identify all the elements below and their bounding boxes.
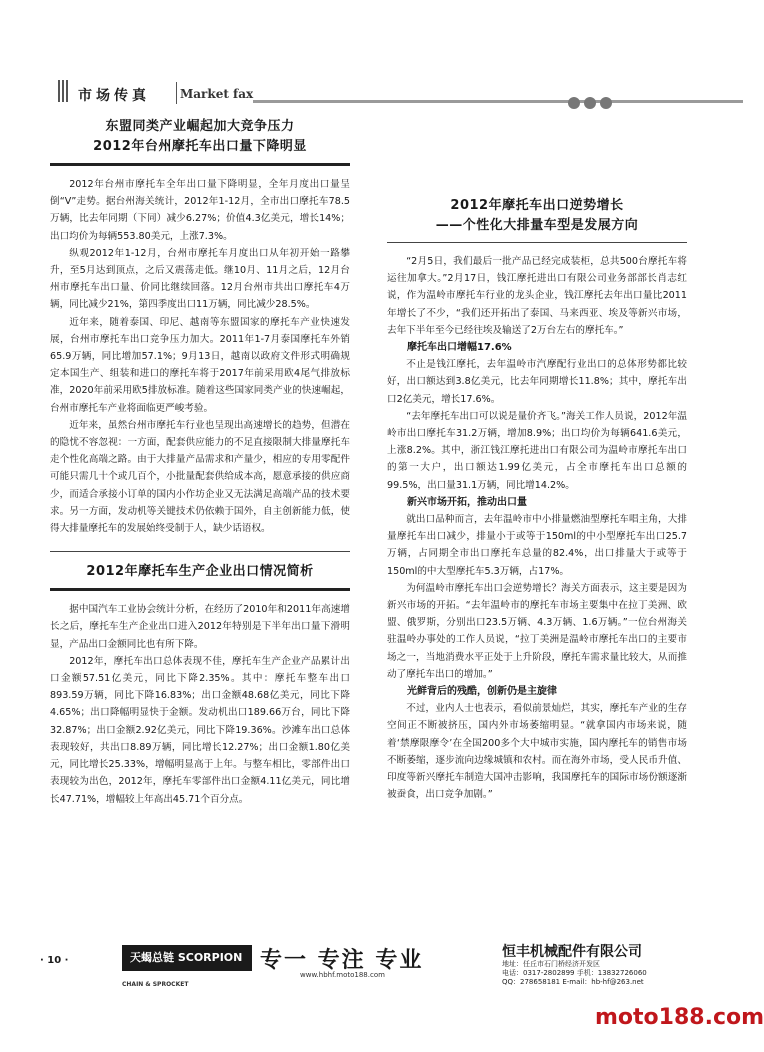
- article3-subheading: 光鲜背后的残酷，创新仍是主旋律: [407, 686, 557, 698]
- article3-paragraph: 不止是钱江摩托，去年温岭市汽摩配行业出口的总体形势都比较好，出口额达到3.8亿美元，比去年同期增长11.8%；其中，摩托车出口2亿美元，增长17.6%。: [387, 359, 687, 405]
- brand-name: 天蝎总链 SCORPION: [130, 951, 243, 964]
- article3-paragraph: 就出口品种而言，去年温岭市中小排量燃油型摩托车唱主角，大排量摩托车出口减少，排量小于或等于150ml的中小型摩托车出口25.7万辆，占同期全市出口摩托车总量的82.4%，出口排量大于或等于150ml的中大型摩托车5.3万辆，占17%。: [387, 514, 687, 577]
- company-phone: 电话：0317-2802899 手机：13832726060: [502, 969, 647, 977]
- company-contact: [502, 960, 647, 987]
- section-title-en: Market fax: [180, 87, 254, 101]
- article3-paragraph: “2月5日，我们最后一批产品已经完成装柜，总共500台摩托车将运往加拿大。”2月17日，钱江摩托进出口有限公司业务部部长肖志红说，作为温岭市摩托车行业的龙头企业，钱江摩托去年出口量比2011年增长了不少，“我们还开拓出了泰国、马来西亚、埃及等新兴市场，去年下半年至今已经往埃及输送了2万台左右的摩托车。”: [387, 256, 687, 336]
- article1-paragraph: 近年来，随着泰国、印尼、越南等东盟国家的摩托车产业快速发展，台州市摩托车出口竞争压力加大。2011年1-7月泰国摩托车外销65.9万辆，同比增加57.1%；9月13日，越南以政府文件形式明确规定本国生产、组装和进口的摩托车将于2017年前采用欧4尾气排放标准，2020年前采用欧5排放标准。随着这些国家同类产业的快速崛起，台州市摩托车产业将面临更严峻考验。: [50, 316, 350, 414]
- footer-ad: [40, 941, 700, 988]
- page-number: · 10 ·: [40, 955, 69, 966]
- article3-paragraph: “去年摩托车出口可以说是量价齐飞。”海关工作人员说，2012年温岭市出口摩托车31.2万辆，增加8.9%；出口均价为每辆641.6美元，上涨8.2%。其中，浙江钱江摩托进出口有限公司为温岭市摩托车出口的第一大户，出口额达1.99亿美元，占全市摩托车出口总额的99.5%，出口量31.1万辆，同比增14.2%。: [387, 410, 687, 491]
- article3-title-line1: 2012年摩托车出口逆势增长: [450, 198, 624, 213]
- article3-subheading: 摩托车出口增幅17.6%: [407, 342, 512, 354]
- article3-subheading: 新兴市场开拓，推动出口量: [407, 496, 527, 508]
- brand-subtitle: CHAIN & SPROCKET: [122, 981, 189, 988]
- ad-slogan: 专一 专注 专业: [260, 948, 424, 973]
- article2: [50, 551, 350, 807]
- header-rule: [253, 100, 743, 103]
- article1-title-rule: [50, 163, 350, 166]
- article3: [387, 196, 687, 804]
- article3-title-rule: [387, 242, 687, 243]
- article1-title-line2: 2012年台州摩托车出口量下降明显: [93, 139, 307, 154]
- article3-title-line2: ——个性化大排量车型是发展方向: [435, 218, 639, 233]
- article1-paragraph: 2012年台州市摩托车全年出口量下降明显，全年月度出口量呈倒“V”走势。据台州海关统计，2012年1-12月，全市出口摩托车78.5万辆，比去年同期（下同）减少6.27%；价值4.3亿美元，增长14%；出口均价为每辆553.80美元，上涨7.3%。: [50, 179, 350, 242]
- article2-top-rule: [50, 551, 350, 552]
- company-qq-email: QQ：278658181 E-mail：hb-hf@263.net: [502, 978, 644, 986]
- article1-paragraph: 近年来，虽然台州市摩托车行业也呈现出高速增长的趋势，但潜在的隐忧不容忽视：一方面，配套供应能力的不足直接限制大排量摩托车走个性化高端之路。由于大排量产品需求和产量少，相应的专用零配件可能只需几十个或几百个，小批量配套供给成本高，愿意承接的供应商少，而适合承接小订单的国内小作坊企业又无法满足高端产品的技术要求。另一方面，发动机等关键技术仍依赖于国外，自主创新能力低，使得大排量摩托车的发展始终受制于人，缺少话语权。: [50, 419, 350, 535]
- right-column: [387, 196, 687, 804]
- header-separator: [176, 82, 177, 104]
- header-bars-decoration: [58, 80, 70, 106]
- article3-paragraph: 为何温岭市摩托车出口会逆势增长？海关方面表示，这主要是因为新兴市场的开拓。“去年温岭市的摩托车市场主要集中在拉丁美洲、欧盟、俄罗斯，分别出口23.5万辆、4.3万辆、1.6万辆。”一位台州海关驻温岭办事处的工作人员说，“拉丁美洲是温岭市摩托车出口的主要市场之一，当地消费水平正处于上升阶段，摩托车需求量比较大，从而推动了摩托车出口的增加。”: [387, 582, 687, 680]
- article3-paragraph: 不过，业内人士也表示，看似前景灿烂，其实，摩托车产业的生存空间正不断被挤压，国内外市场萎缩明显。“就拿国内市场来说，随着‘禁摩限摩令’在全国200多个大中城市实施，国内摩托车的销售市场不断萎缩，逐步流向边缘城镇和农村。而在海外市场，受人民币升值、印度等新兴摩托车制造大国冲击影响，我国摩托车的国际市场份额逐渐被蚕食，出口竞争加剧。”: [387, 703, 687, 801]
- brand-logo: [122, 945, 252, 988]
- left-column: [50, 117, 350, 808]
- article1: [50, 117, 350, 537]
- article1-paragraph: 纵观2012年1-12月，台州市摩托车月度出口从年初开始一路攀升，至5月达到顶点，之后又震荡走低。继10月、11月之后，12月台州市摩托车出口量、价同比继续回落。12月台州市共出口摩托车4万辆，同比减少21%，第四季度出口11万辆，同比减少28.5%。: [50, 247, 350, 311]
- header-dots-decoration: [568, 94, 616, 113]
- article2-title: 2012年摩托车生产企业出口情况简析: [86, 564, 314, 580]
- section-title-cn: 市场传真: [78, 88, 150, 104]
- site-watermark: moto188.com: [595, 1005, 764, 1030]
- company-address: 地址：任丘市石门桥经济开发区: [502, 960, 600, 968]
- article1-title-line1: 东盟同类产业崛起加大竞争压力: [105, 119, 295, 134]
- page-header: [58, 78, 698, 108]
- article2-paragraph: 据中国汽车工业协会统计分析，在经历了2010年和2011年高速增长之后，摩托车生产企业出口进入2012年特别是下半年出口量下滑明显，产品出口金额同比也有所下降。: [50, 604, 350, 650]
- article2-paragraph: 2012年，摩托车出口总体表现不佳，摩托车生产企业产品累计出口金额57.51亿美元，同比下降2.35%。其中：摩托车整车出口893.59万辆，同比下降16.83%；出口金额48.68亿美元，同比下降4.65%；出口降幅明显快于金额。发动机出口189.66万台，同比下降32.87%；出口金额2.92亿美元，同比下降19.36%。沙滩车出口总体表现较好，共出口8.89万辆，同比增长12.27%；出口金额1.80亿美元，同比增长25.33%，增幅明显高于上年。与整车相比，零部件出口表现较为出色，2012年，摩托车零部件出口金额4.11亿美元，同比增长47.71%，增幅较上年高出45.71个百分点。: [50, 655, 350, 805]
- company-name: 恒丰机械配件有限公司: [502, 944, 642, 960]
- ad-url[interactable]: www.hbhf.moto188.com: [300, 971, 385, 979]
- article2-title-rule: [50, 588, 350, 591]
